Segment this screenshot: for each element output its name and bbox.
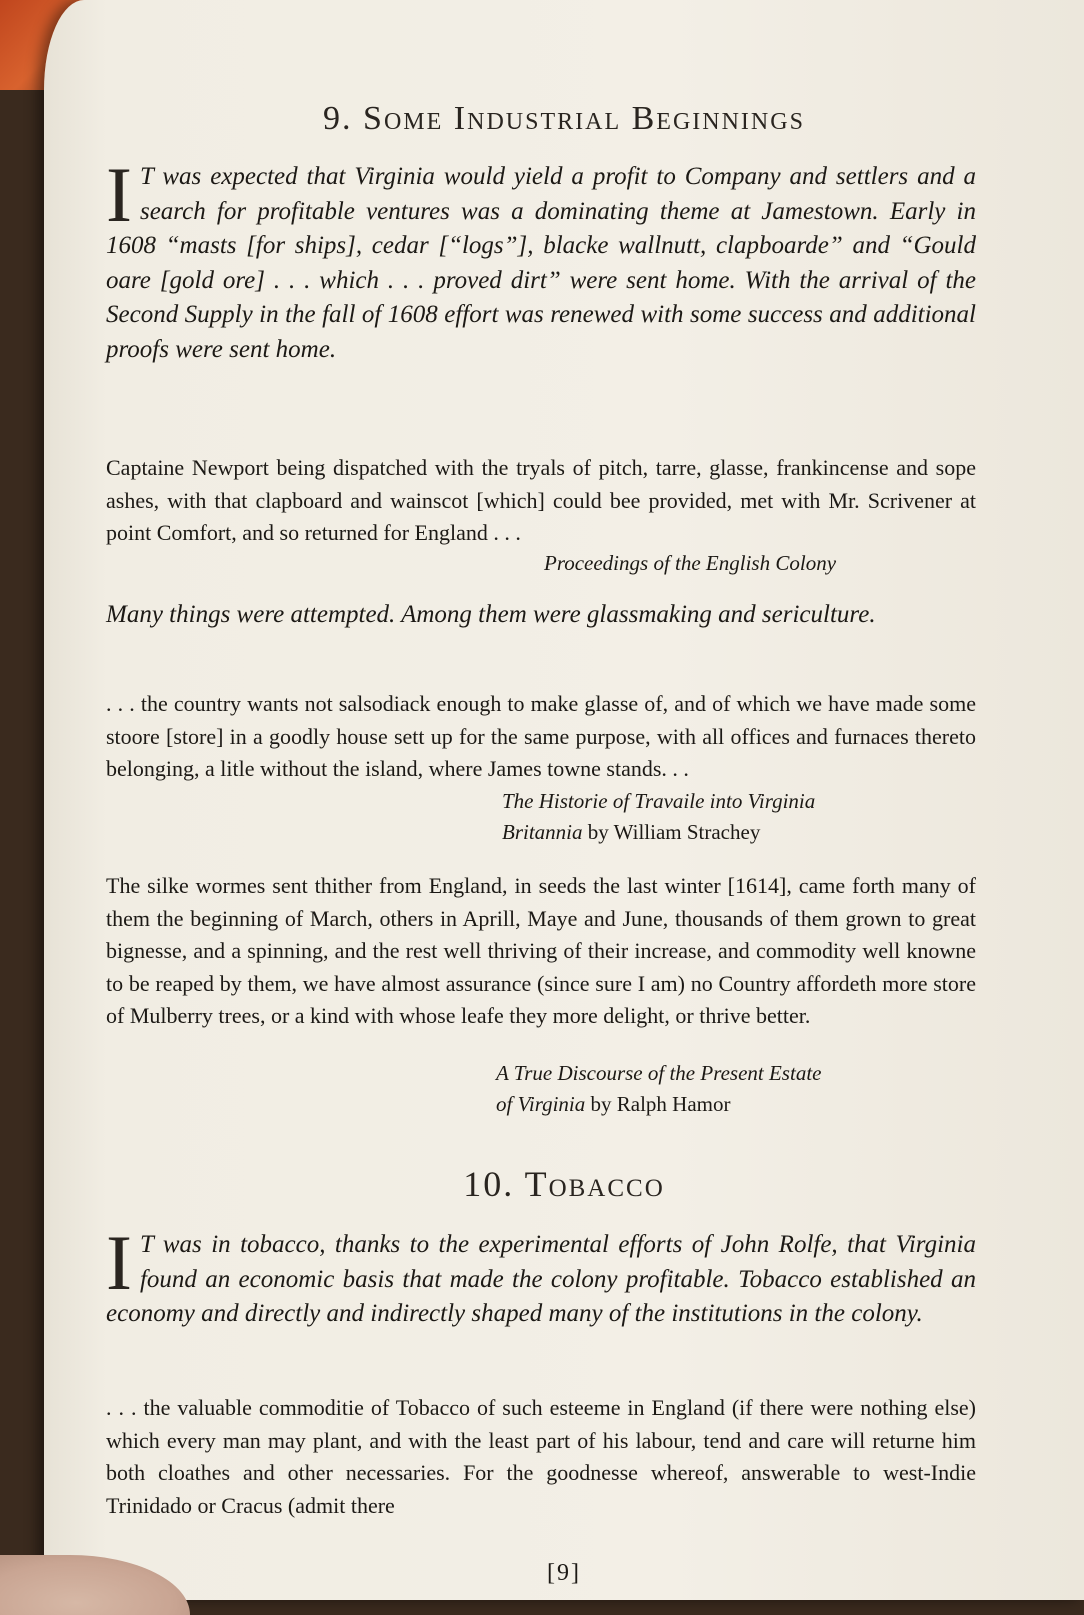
section-intro	[106, 151, 976, 367]
source-title-2: of Virginia	[496, 1092, 586, 1116]
quote-glass: . . . the country wants not salsodiack enough to make glasse of, and of which we have made some stoore [store] in a goodly house sett up for the same purpose, with all offices and furnaces thereto belonging, a litle without the island, where James towne stands. . .	[106, 691, 976, 781]
book-page	[44, 0, 1084, 1600]
source-hamor	[496, 1058, 821, 1120]
intro-text: T was expected that Virginia would yield a profit to Company and settlers and a search for profitable ventures was a dominating theme at Jamestown. Early in 1608 “masts [for ships], cedar [“logs”], blacke wallnutt, clapboarde” and “Gould oare [gold ore] . . . which . . . proved dirt” were sent home. With the arrival of the Second Supply in the fall of 1608 effort was renewed with some success and additional proofs were sent home.	[106, 163, 976, 363]
section-heading-tobacco: 10. Tobacco	[463, 1164, 665, 1204]
source-title: The Historie of Travaile into Virginia	[502, 789, 816, 813]
source-author: by Ralph Hamor	[585, 1092, 731, 1116]
quote-newport: Captaine Newport being dispatched with the tryals of pitch, tarre, glasse, frankincense and sope ashes, with that clapboard and wainscot [which] could bee provided, met with Mr. Scrivener at point Comfort, and so returned for England . . .	[106, 455, 976, 545]
intro-text: T was in tobacco, thanks to the experimental efforts of John Rolfe, that Virginia found an economic basis that made the colony profitable. Tobacco established an economy and directly and indirectly shaped many of the institutions in the colony.	[106, 1231, 976, 1327]
source-strachey	[502, 786, 815, 848]
tobacco-intro	[106, 1219, 976, 1332]
page-number: [9]	[547, 1560, 581, 1586]
source-proceedings	[544, 548, 836, 579]
source-title: Proceedings of the English Colony	[544, 551, 837, 575]
drop-cap: I	[106, 1219, 132, 1306]
bridge-text: Many things were attempted. Among them were glassmaking and sericulture.	[106, 601, 876, 628]
source-author: by William Strachey	[582, 820, 761, 844]
source-title-2: Britannia	[502, 820, 583, 844]
quote-silkworms: The silke wormes sent thither from England, in seeds the last winter [1614], came forth many of them the beginning of March, others in Aprill, Maye and June, thousands of them grown to great bignesse, and a spinning, and the rest well thriving of their increase, and commodity well knowne to be reaped by them, we have almost assurance (since sure I am) no Country affordeth more store of Mulberry trees, or a kind with whose leafe they more delight, or thrive better.	[106, 873, 976, 1028]
source-title: A True Discourse of the Present Estate	[496, 1061, 822, 1085]
drop-cap: I	[106, 151, 132, 238]
quote-tobacco: . . . the valuable commoditie of Tobacco of such esteeme in England (if there were nothing else) which every man may plant, and with the least part of his labour, tend and care will returne him both cloathes and other necessaries. For the goodnesse whereof, answerable to west-Indie Trinidado or Cracus (admit there	[106, 1395, 976, 1518]
section-heading-industrial: 9. Some Industrial Beginnings	[323, 100, 805, 137]
